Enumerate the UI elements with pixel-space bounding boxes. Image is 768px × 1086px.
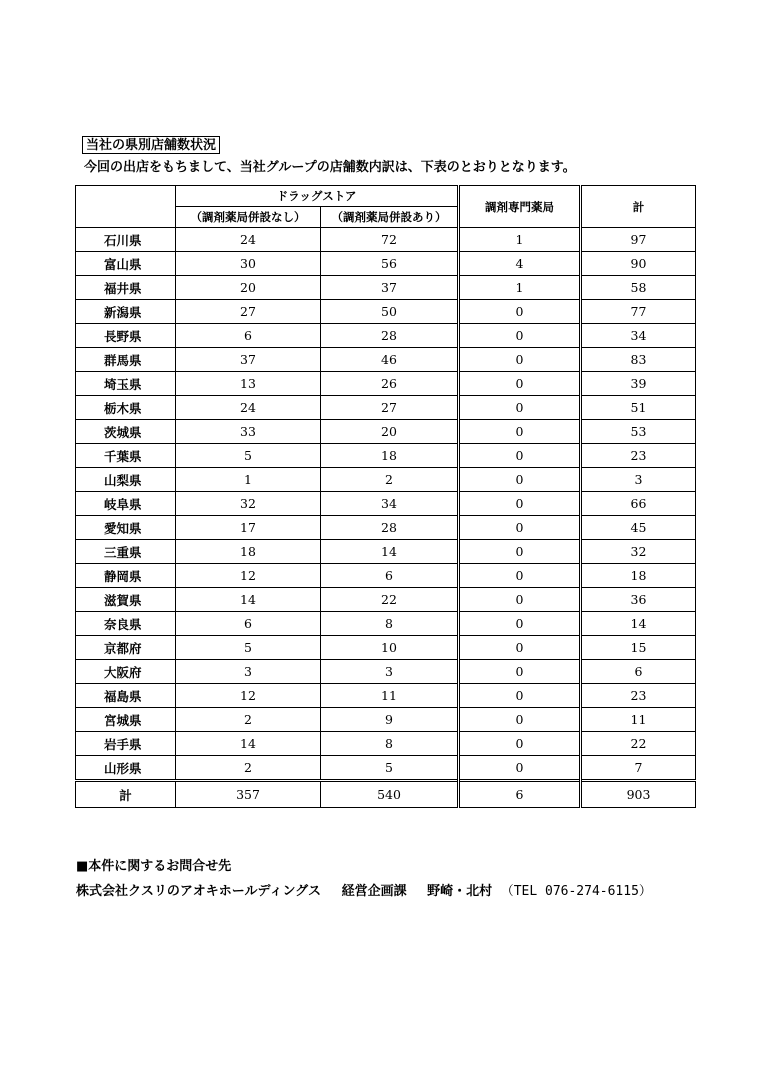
header-drug-no-pharmacy: （調剤薬局併設なし） bbox=[176, 207, 321, 228]
drug-no-pharmacy-count: 37 bbox=[176, 348, 321, 372]
contact-persons: 野崎・北村 bbox=[427, 884, 493, 899]
drug-no-pharmacy-count: 5 bbox=[176, 636, 321, 660]
total-drug-yes: 540 bbox=[321, 781, 459, 808]
prefecture-name: 山形県 bbox=[76, 756, 176, 781]
row-total: 51 bbox=[581, 396, 696, 420]
row-total: 11 bbox=[581, 708, 696, 732]
table-body bbox=[76, 228, 696, 781]
drug-no-pharmacy-count: 5 bbox=[176, 444, 321, 468]
drug-with-pharmacy-count: 10 bbox=[321, 636, 459, 660]
drug-no-pharmacy-count: 2 bbox=[176, 756, 321, 781]
pharmacy-count: 0 bbox=[459, 708, 581, 732]
drug-with-pharmacy-count: 56 bbox=[321, 252, 459, 276]
intro-text: 今回の出店をもちまして、当社グループの店舗数内訳は、下表のとおりとなります。 bbox=[84, 160, 576, 175]
header-prefecture-blank bbox=[76, 186, 176, 228]
prefecture-name: 三重県 bbox=[76, 540, 176, 564]
drug-with-pharmacy-count: 11 bbox=[321, 684, 459, 708]
prefecture-name: 福井県 bbox=[76, 276, 176, 300]
page-title: 当社の県別店舗数状況 bbox=[82, 136, 220, 154]
drug-with-pharmacy-count: 2 bbox=[321, 468, 459, 492]
drug-no-pharmacy-count: 20 bbox=[176, 276, 321, 300]
table-row bbox=[76, 396, 696, 420]
table-row bbox=[76, 276, 696, 300]
drug-no-pharmacy-count: 6 bbox=[176, 612, 321, 636]
row-total: 23 bbox=[581, 444, 696, 468]
drug-with-pharmacy-count: 26 bbox=[321, 372, 459, 396]
drug-with-pharmacy-count: 72 bbox=[321, 228, 459, 252]
drug-no-pharmacy-count: 24 bbox=[176, 396, 321, 420]
prefecture-name: 群馬県 bbox=[76, 348, 176, 372]
table-row bbox=[76, 300, 696, 324]
row-total: 23 bbox=[581, 684, 696, 708]
prefecture-name: 京都府 bbox=[76, 636, 176, 660]
prefecture-name: 千葉県 bbox=[76, 444, 176, 468]
prefecture-name: 栃木県 bbox=[76, 396, 176, 420]
table-row bbox=[76, 468, 696, 492]
row-total: 6 bbox=[581, 660, 696, 684]
drug-with-pharmacy-count: 8 bbox=[321, 612, 459, 636]
table-row bbox=[76, 588, 696, 612]
prefecture-name: 奈良県 bbox=[76, 612, 176, 636]
table-row bbox=[76, 636, 696, 660]
drug-with-pharmacy-count: 6 bbox=[321, 564, 459, 588]
contact-company: 株式会社クスリのアオキホールディングス bbox=[76, 884, 322, 899]
pharmacy-count: 0 bbox=[459, 420, 581, 444]
table-row bbox=[76, 492, 696, 516]
drug-no-pharmacy-count: 3 bbox=[176, 660, 321, 684]
row-total: 36 bbox=[581, 588, 696, 612]
pharmacy-count: 0 bbox=[459, 372, 581, 396]
drug-no-pharmacy-count: 2 bbox=[176, 708, 321, 732]
table-row bbox=[76, 684, 696, 708]
prefecture-name: 岐阜県 bbox=[76, 492, 176, 516]
prefecture-name: 山梨県 bbox=[76, 468, 176, 492]
table-row bbox=[76, 540, 696, 564]
prefecture-name: 大阪府 bbox=[76, 660, 176, 684]
prefecture-name: 福島県 bbox=[76, 684, 176, 708]
pharmacy-count: 0 bbox=[459, 300, 581, 324]
table-row bbox=[76, 564, 696, 588]
table-row bbox=[76, 252, 696, 276]
row-total: 77 bbox=[581, 300, 696, 324]
total-drug-no: 357 bbox=[176, 781, 321, 808]
prefecture-name: 新潟県 bbox=[76, 300, 176, 324]
row-total: 7 bbox=[581, 756, 696, 781]
row-total: 58 bbox=[581, 276, 696, 300]
drug-no-pharmacy-count: 1 bbox=[176, 468, 321, 492]
drug-with-pharmacy-count: 3 bbox=[321, 660, 459, 684]
prefecture-name: 岩手県 bbox=[76, 732, 176, 756]
total-pharmacy: 6 bbox=[459, 781, 581, 808]
prefecture-name: 愛知県 bbox=[76, 516, 176, 540]
prefecture-name: 埼玉県 bbox=[76, 372, 176, 396]
drug-with-pharmacy-count: 27 bbox=[321, 396, 459, 420]
pharmacy-count: 0 bbox=[459, 756, 581, 781]
prefecture-name: 静岡県 bbox=[76, 564, 176, 588]
row-total: 15 bbox=[581, 636, 696, 660]
table-row bbox=[76, 228, 696, 252]
drug-with-pharmacy-count: 50 bbox=[321, 300, 459, 324]
prefecture-name: 茨城県 bbox=[76, 420, 176, 444]
drug-no-pharmacy-count: 30 bbox=[176, 252, 321, 276]
row-total: 34 bbox=[581, 324, 696, 348]
table-row bbox=[76, 516, 696, 540]
pharmacy-count: 0 bbox=[459, 492, 581, 516]
row-total: 66 bbox=[581, 492, 696, 516]
drug-no-pharmacy-count: 33 bbox=[176, 420, 321, 444]
drug-with-pharmacy-count: 18 bbox=[321, 444, 459, 468]
header-drug-with-pharmacy: （調剤薬局併設あり） bbox=[321, 207, 459, 228]
pharmacy-count: 0 bbox=[459, 660, 581, 684]
pharmacy-count: 0 bbox=[459, 396, 581, 420]
store-count-table bbox=[75, 185, 696, 808]
contact-line bbox=[76, 880, 668, 899]
contact-department: 経営企画課 bbox=[341, 884, 407, 899]
row-total: 3 bbox=[581, 468, 696, 492]
pharmacy-count: 1 bbox=[459, 228, 581, 252]
drug-no-pharmacy-count: 14 bbox=[176, 588, 321, 612]
drug-no-pharmacy-count: 12 bbox=[176, 684, 321, 708]
drug-no-pharmacy-count: 32 bbox=[176, 492, 321, 516]
prefecture-name: 宮城県 bbox=[76, 708, 176, 732]
drug-no-pharmacy-count: 17 bbox=[176, 516, 321, 540]
pharmacy-count: 0 bbox=[459, 564, 581, 588]
row-total: 39 bbox=[581, 372, 696, 396]
row-total: 32 bbox=[581, 540, 696, 564]
table-row bbox=[76, 612, 696, 636]
prefecture-name: 長野県 bbox=[76, 324, 176, 348]
pharmacy-count: 0 bbox=[459, 684, 581, 708]
table-row bbox=[76, 444, 696, 468]
header-drugstore: ドラッグストア bbox=[176, 186, 459, 207]
pharmacy-count: 0 bbox=[459, 348, 581, 372]
prefecture-name: 富山県 bbox=[76, 252, 176, 276]
pharmacy-count: 0 bbox=[459, 588, 581, 612]
prefecture-name: 石川県 bbox=[76, 228, 176, 252]
pharmacy-count: 0 bbox=[459, 636, 581, 660]
drug-no-pharmacy-count: 13 bbox=[176, 372, 321, 396]
drug-with-pharmacy-count: 28 bbox=[321, 324, 459, 348]
drug-with-pharmacy-count: 20 bbox=[321, 420, 459, 444]
drug-with-pharmacy-count: 28 bbox=[321, 516, 459, 540]
table-row bbox=[76, 372, 696, 396]
drug-with-pharmacy-count: 37 bbox=[321, 276, 459, 300]
drug-no-pharmacy-count: 12 bbox=[176, 564, 321, 588]
pharmacy-count: 1 bbox=[459, 276, 581, 300]
pharmacy-count: 0 bbox=[459, 444, 581, 468]
row-total: 18 bbox=[581, 564, 696, 588]
drug-no-pharmacy-count: 24 bbox=[176, 228, 321, 252]
pharmacy-count: 4 bbox=[459, 252, 581, 276]
drug-with-pharmacy-count: 14 bbox=[321, 540, 459, 564]
pharmacy-count: 0 bbox=[459, 540, 581, 564]
pharmacy-count: 0 bbox=[459, 516, 581, 540]
drug-no-pharmacy-count: 18 bbox=[176, 540, 321, 564]
table-row bbox=[76, 420, 696, 444]
contact-heading: ■本件に関するお問合せ先 bbox=[76, 859, 232, 874]
row-total: 53 bbox=[581, 420, 696, 444]
total-row bbox=[76, 781, 696, 808]
drug-with-pharmacy-count: 5 bbox=[321, 756, 459, 781]
table-row bbox=[76, 348, 696, 372]
contact-tel: （TEL 076-274-6115） bbox=[500, 884, 652, 899]
row-total: 90 bbox=[581, 252, 696, 276]
header-total: 計 bbox=[581, 186, 696, 228]
table-row bbox=[76, 756, 696, 781]
table-row bbox=[76, 708, 696, 732]
header-pharmacy: 調剤専門薬局 bbox=[459, 186, 581, 228]
pharmacy-count: 0 bbox=[459, 732, 581, 756]
table-row bbox=[76, 324, 696, 348]
pharmacy-count: 0 bbox=[459, 324, 581, 348]
drug-with-pharmacy-count: 34 bbox=[321, 492, 459, 516]
total-label: 計 bbox=[76, 781, 176, 808]
row-total: 14 bbox=[581, 612, 696, 636]
drug-no-pharmacy-count: 14 bbox=[176, 732, 321, 756]
pharmacy-count: 0 bbox=[459, 468, 581, 492]
drug-no-pharmacy-count: 27 bbox=[176, 300, 321, 324]
table-row bbox=[76, 732, 696, 756]
drug-with-pharmacy-count: 8 bbox=[321, 732, 459, 756]
row-total: 83 bbox=[581, 348, 696, 372]
pharmacy-count: 0 bbox=[459, 612, 581, 636]
total-all: 903 bbox=[581, 781, 696, 808]
row-total: 97 bbox=[581, 228, 696, 252]
drug-no-pharmacy-count: 6 bbox=[176, 324, 321, 348]
row-total: 45 bbox=[581, 516, 696, 540]
drug-with-pharmacy-count: 22 bbox=[321, 588, 459, 612]
drug-with-pharmacy-count: 46 bbox=[321, 348, 459, 372]
row-total: 22 bbox=[581, 732, 696, 756]
table-row bbox=[76, 660, 696, 684]
prefecture-name: 滋賀県 bbox=[76, 588, 176, 612]
drug-with-pharmacy-count: 9 bbox=[321, 708, 459, 732]
